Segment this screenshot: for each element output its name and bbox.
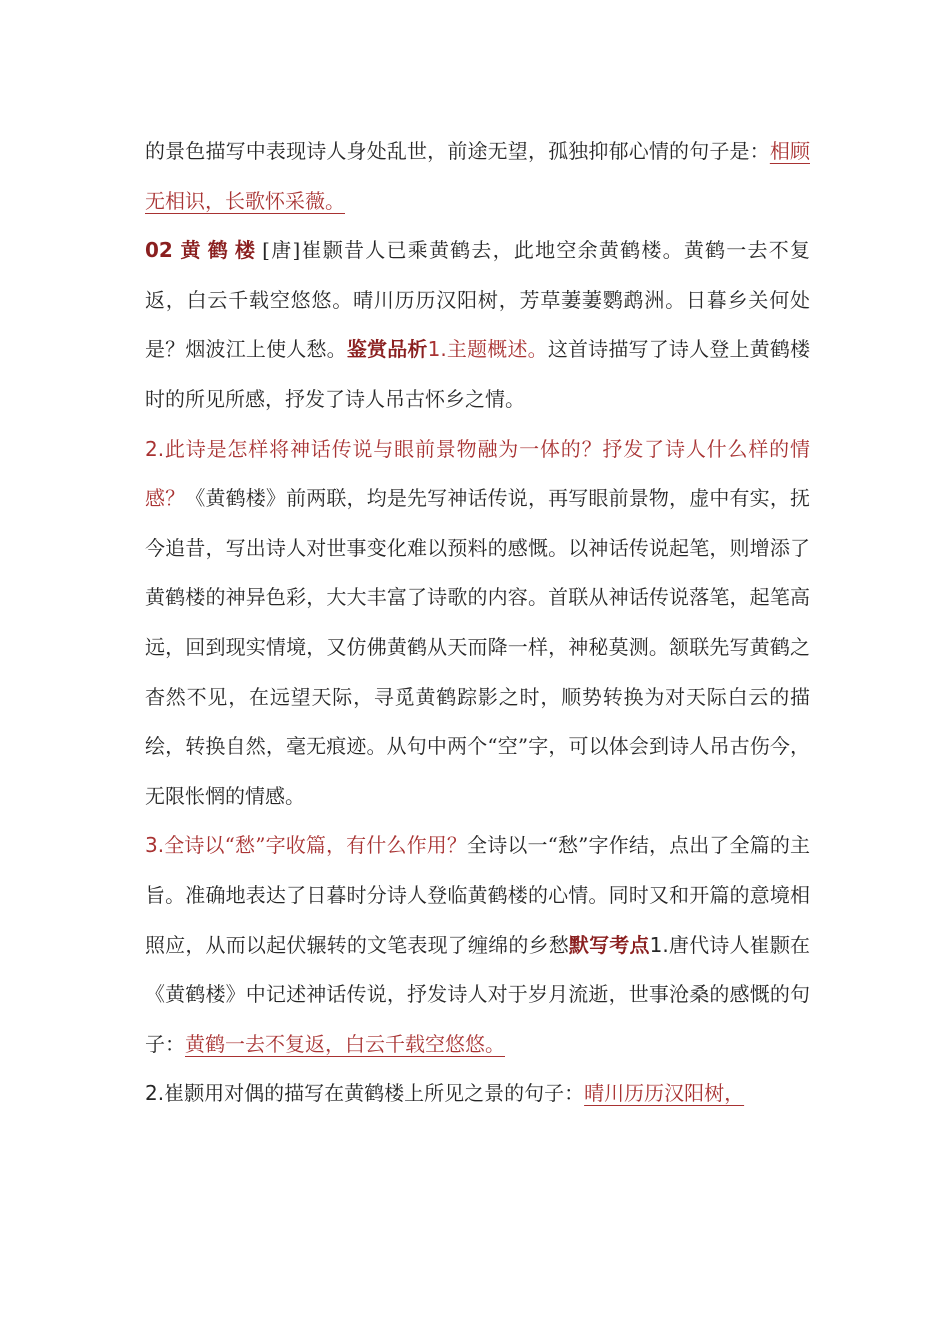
q1-number: 1. (427, 337, 447, 362)
d2-text: 崔颢用对偶的描写在黄鹤楼上所见之景的句子： (164, 1081, 585, 1106)
document-page (145, 127, 810, 1119)
paragraph-d2 (145, 1069, 810, 1119)
paragraph-poem (145, 226, 810, 424)
q3-question: 全诗以“愁”字收篇，有什么作用？ (164, 833, 468, 858)
appreciation-label: 鉴赏品析 (346, 337, 428, 362)
q2-answer: 《黄鹤楼》前两联，均是先写神话传说，再写眼前景物，虚中有实，抚今追昔，写出诗人对世事变化难以预料的感慨。以神话传说起笔，则增添了黄鹤楼的神异色彩，大大丰富了诗歌的内容。首联从神话传说落笔，起笔高远，回到现实情境，又仿佛黄鹤从天而降一样，神秘莫测。颔联先写黄鹤之杳然不见，在远望天际，寻觅黄鹤踪影之时，顺势转换为对天际白云的描绘，转换自然，毫无痕迹。从句中两个“空”字，可以体会到诗人吊古伤今，无限怅惘的情感。 (145, 486, 810, 808)
q1-title: 主题概述。 (446, 337, 548, 362)
answer-fill: 相顾无相识，长歌怀采薇。 (145, 139, 810, 213)
q2-number: 2. (145, 436, 165, 461)
q3-answer: 全诗以一“愁”字作结，点出了全篇的主旨。准确地表达了日暮时分诗人登临黄鹤楼的心情。同时又和开篇的意境相照应，从而以起伏辗转的文笔表现了缠绵的乡愁 (145, 833, 810, 957)
q1-answer: 这首诗描写了诗人登上黄鹤楼时的所见所感，抒发了诗人吊古怀乡之情。 (145, 337, 811, 411)
d1-text: 唐代诗人崔颢在《黄鹤楼》中记述神话传说，抒发诗人对于岁月流逝，世事沧桑的感慨的句子： (145, 932, 811, 1056)
d2-answer: 晴川历历汉阳树， (584, 1081, 745, 1106)
intro-text: 的景色描写中表现诗人身处乱世，前途无望，孤独抑郁心情的句子是： (145, 139, 770, 163)
paragraph-q3 (145, 821, 810, 1069)
paragraph-q2 (145, 425, 810, 822)
d1-answer: 黄鹤一去不复返，白云千载空悠悠。 (185, 1031, 505, 1056)
q2-question: 此诗是怎样将神话传说与眼前景物融为一体的？抒发了诗人什么样的情感？ (145, 436, 810, 511)
dynasty-author: [唐]崔颢 (262, 238, 344, 263)
paragraph-intro (145, 127, 810, 226)
q3-number: 3. (145, 833, 165, 858)
d1-number: 1. (649, 932, 669, 957)
poem-number: 02 (145, 238, 173, 263)
poem-title: 黄鹤楼 (180, 238, 263, 263)
d2-number: 2. (145, 1081, 165, 1106)
dictation-label: 默写考点 (568, 932, 650, 957)
poem-text: 昔人已乘黄鹤去，此地空余黄鹤楼。黄鹤一去不复返，白云千载空悠悠。晴川历历汉阳树，芳草萋萋鹦鹉洲。日暮乡关何处是？烟波江上使人愁。 (145, 238, 811, 362)
